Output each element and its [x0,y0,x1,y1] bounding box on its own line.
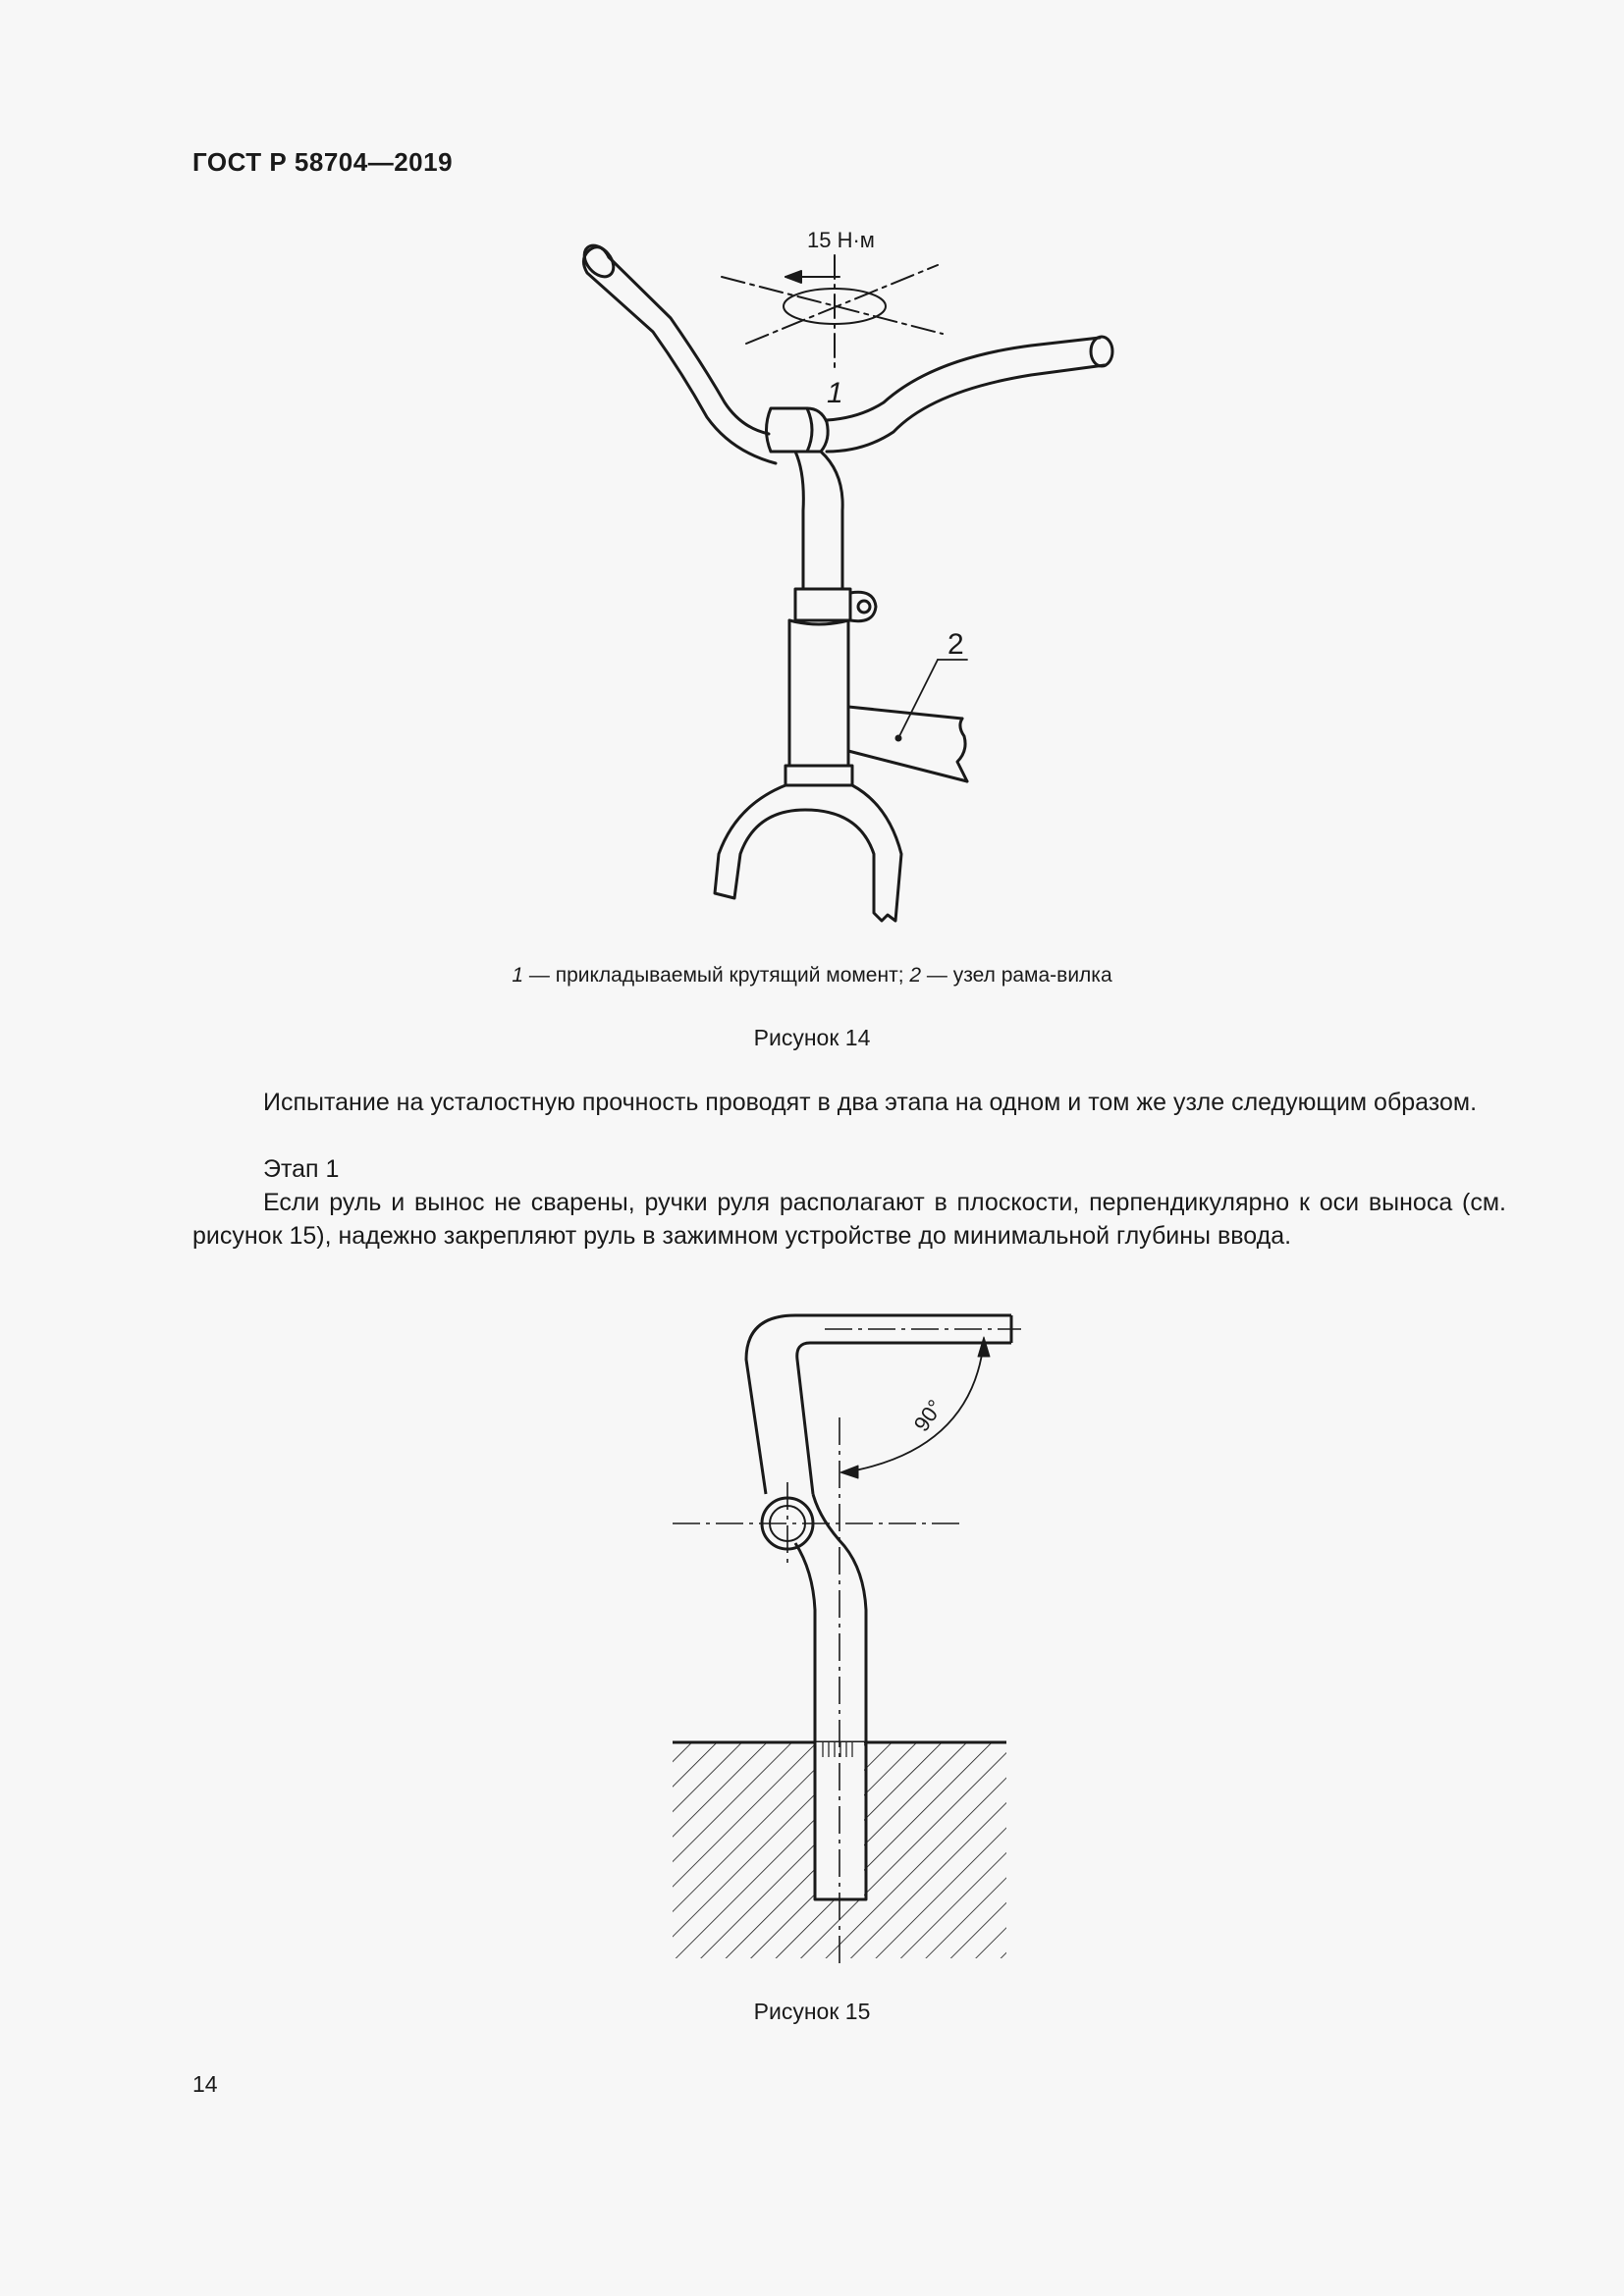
handlebar-left [583,247,776,463]
paragraph-stage-1 [192,1186,1506,1253]
torque-label: 15 Н·м [807,228,875,252]
legend-item2-text: — узел рама-вилка [921,964,1112,987]
legend-item2-number: 2 [909,964,922,987]
stage-label-text: Этап 1 [263,1155,340,1183]
angle-arc [844,1341,984,1472]
handlebar-right [827,338,1100,420]
figure-14-handlebar-drawing [511,216,1198,942]
stem-clamp [767,408,813,452]
document-header: ГОСТ Р 58704—2019 [192,147,454,177]
figure-14-legend [0,964,1624,988]
callout-2: 2 [947,628,964,661]
torque-symbol [722,255,943,373]
paragraph-stage-1-text: Если руль и вынос не сварены, ручки руля располагают в плоскости, перпендикулярно к оси выноса (см. рисунок 15), надежно закрепляют руль в зажимном устройстве до минимальной глубины ввода. [192,1189,1506,1250]
fork-crown [715,785,901,921]
figure-14-caption: Рисунок 14 [753,1025,871,1050]
paragraph-fatigue-test-text: Испытание на усталостную прочность проводят в два этапа на одном и том же узле следующим образом. [263,1089,1478,1116]
paragraph-fatigue-test [192,1086,1506,1119]
page-number: 14 [192,2071,218,2097]
handlebar-stem [795,452,803,589]
callout-1: 1 [827,377,843,409]
figure-15-caption: Рисунок 15 [753,1999,871,2024]
angle-label: 90° [908,1395,948,1436]
legend-item1-number: 1 [512,964,524,987]
head-tube [789,620,848,766]
legend-item1-text: — прикладываемый крутящий момент; [523,964,910,987]
figure-15-stem-angle-drawing [648,1286,1060,1973]
stage-label [192,1152,1506,1186]
